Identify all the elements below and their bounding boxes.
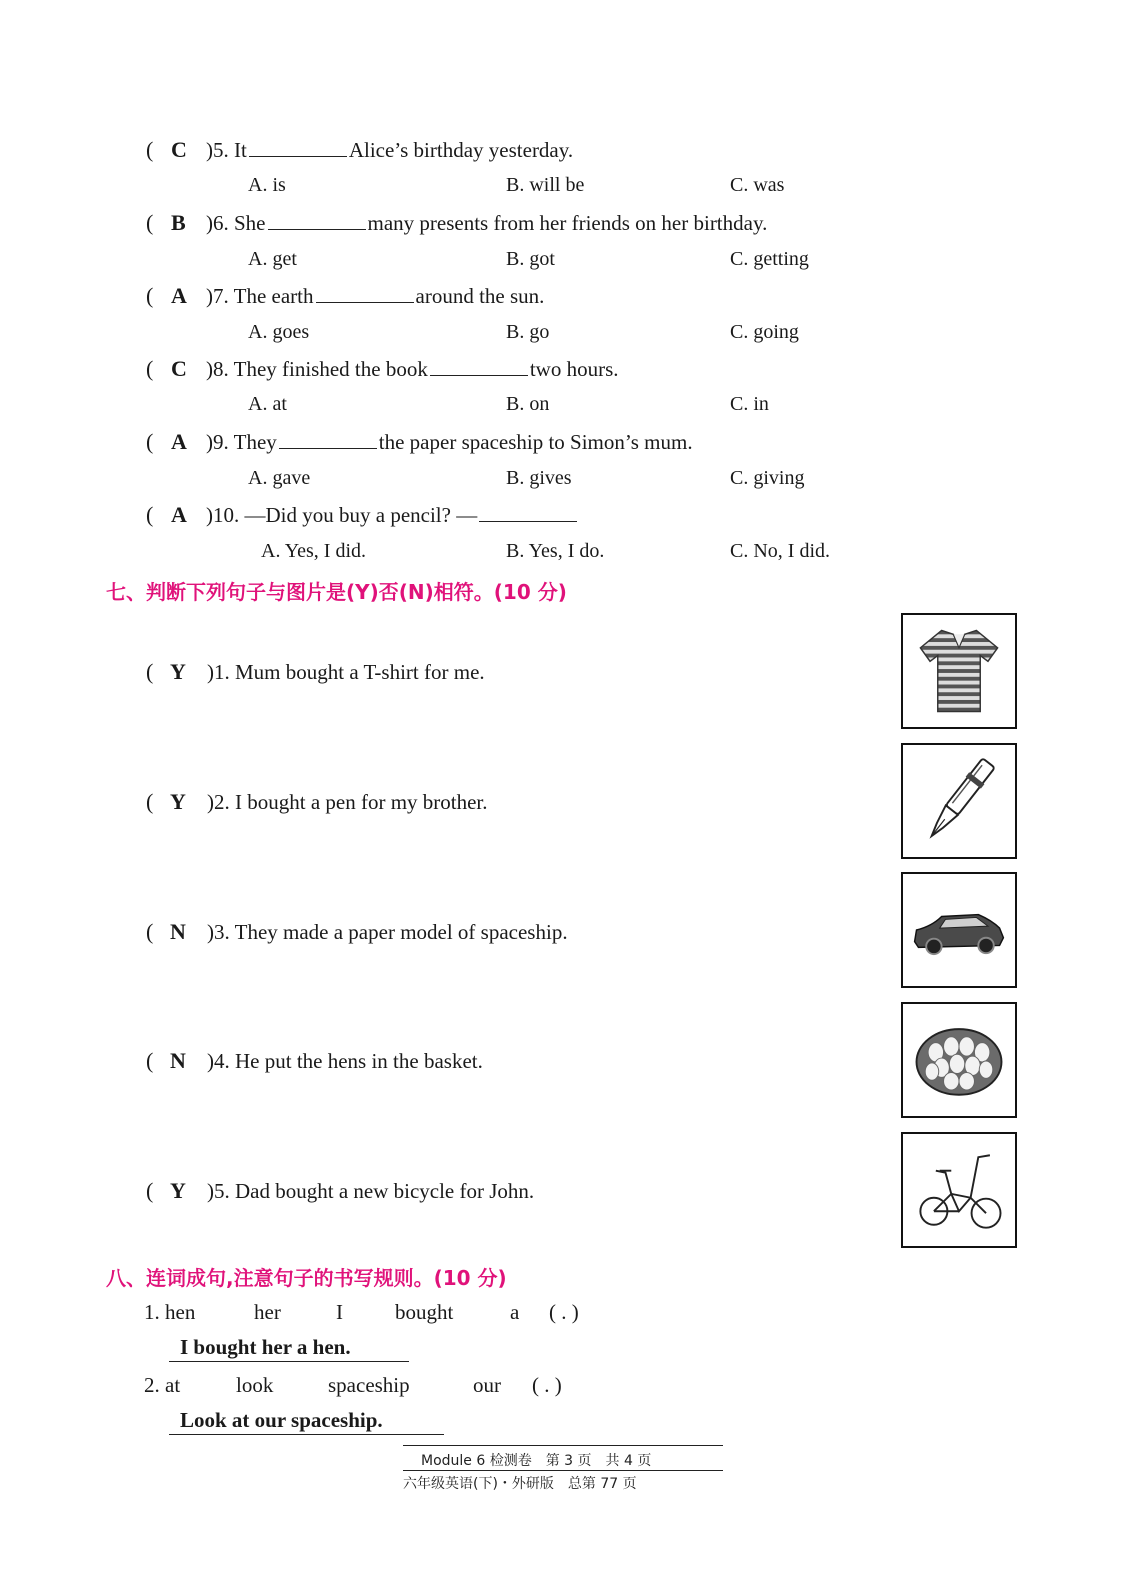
question-number: )5. bbox=[206, 138, 229, 162]
judgement-sentence: )5. Dad bought a new bicycle for John. bbox=[207, 1179, 535, 1203]
question-tail: Alice’s birthday yesterday. bbox=[348, 138, 574, 162]
section7-title: 七、判断下列句子与图片是(Y)否(N)相符。(10 分) bbox=[106, 580, 567, 604]
question-number: )10. bbox=[206, 503, 240, 527]
answer-blank bbox=[249, 155, 347, 157]
answer-paren-open: ( bbox=[146, 1048, 154, 1073]
answer-paren-open: ( bbox=[146, 659, 154, 684]
question-tail: two hours. bbox=[529, 357, 619, 381]
answer-paren-open: ( bbox=[146, 210, 154, 235]
answer-letter: C bbox=[171, 356, 187, 381]
answer-letter: B bbox=[171, 210, 186, 235]
answer-letter: A bbox=[171, 429, 187, 454]
answer-paren-open: ( bbox=[146, 283, 154, 308]
question-number: )6. bbox=[206, 211, 229, 235]
answer-paren-open: ( bbox=[146, 356, 154, 381]
judgement-sentence: )4. He put the hens in the basket. bbox=[207, 1049, 483, 1073]
answer-letter: Y bbox=[170, 789, 186, 814]
question-tail: many presents from her friends on her birthday. bbox=[367, 211, 768, 235]
option-c: C. was bbox=[730, 174, 785, 196]
option-a: A. goes bbox=[248, 321, 310, 343]
question-stem: They finished the book bbox=[233, 357, 428, 381]
scrambled-word: a bbox=[510, 1300, 520, 1324]
answer-blank bbox=[279, 447, 377, 449]
option-a: A. Yes, I did. bbox=[261, 540, 367, 562]
option-c: C. getting bbox=[730, 248, 809, 270]
answer-blank bbox=[268, 228, 366, 230]
scrambled-word: look bbox=[236, 1373, 274, 1397]
question-text bbox=[206, 138, 573, 163]
judgement-sentence: )3. They made a paper model of spaceship. bbox=[207, 920, 568, 944]
question-stem: It bbox=[234, 138, 247, 162]
question-stem: —Did you buy a pencil? — bbox=[244, 503, 478, 527]
question-text bbox=[206, 357, 619, 382]
section8-title: 八、连词成句,注意句子的书写规则。(10 分) bbox=[106, 1266, 507, 1290]
question-number: )8. bbox=[206, 357, 229, 381]
word-group-first: 1. hen bbox=[144, 1300, 196, 1324]
answer-sentence: Look at our spaceship. bbox=[180, 1408, 383, 1432]
answer-blank bbox=[430, 374, 528, 376]
option-c: C. giving bbox=[730, 467, 805, 489]
option-b: B. gives bbox=[506, 467, 572, 489]
option-c: C. No, I did. bbox=[730, 540, 830, 562]
answer-line bbox=[169, 1361, 409, 1362]
pen-icon bbox=[901, 743, 1017, 859]
answer-letter: N bbox=[170, 1048, 186, 1073]
word-group-first: 2. at bbox=[144, 1373, 181, 1397]
scrambled-word: her bbox=[254, 1300, 281, 1324]
question-text bbox=[206, 211, 767, 236]
footer-rule-top bbox=[403, 1445, 723, 1446]
judgement-sentence: )1. Mum bought a T-shirt for me. bbox=[207, 660, 485, 684]
question-number: )9. bbox=[206, 430, 229, 454]
scrambled-word: our bbox=[473, 1373, 501, 1397]
scrambled-word: ( . ) bbox=[532, 1373, 562, 1397]
question-tail: around the sun. bbox=[415, 284, 545, 308]
question-text bbox=[206, 503, 579, 528]
option-b: B. Yes, I do. bbox=[506, 540, 605, 562]
question-stem: They bbox=[233, 430, 277, 454]
scrambled-word: ( . ) bbox=[549, 1300, 579, 1324]
egg-basket-icon bbox=[901, 1002, 1017, 1118]
bicycle-icon bbox=[901, 1132, 1017, 1248]
scrambled-word: spaceship bbox=[328, 1373, 410, 1397]
answer-blank bbox=[316, 301, 414, 303]
car-icon bbox=[901, 872, 1017, 988]
question-text bbox=[206, 430, 693, 455]
answer-sentence: I bought her a hen. bbox=[180, 1335, 351, 1359]
question-text bbox=[206, 284, 544, 309]
option-a: A. is bbox=[248, 174, 286, 196]
option-b: B. on bbox=[506, 393, 550, 415]
question-number: )7. bbox=[206, 284, 229, 308]
answer-letter: A bbox=[171, 502, 187, 527]
judgement-sentence: )2. I bought a pen for my brother. bbox=[207, 790, 488, 814]
answer-paren-open: ( bbox=[146, 1178, 154, 1203]
footer-rule-middle bbox=[403, 1470, 723, 1471]
option-b: B. will be bbox=[506, 174, 585, 196]
option-a: A. get bbox=[248, 248, 297, 270]
answer-paren-open: ( bbox=[146, 789, 154, 814]
answer-paren-open: ( bbox=[146, 137, 154, 162]
answer-letter: Y bbox=[170, 659, 186, 684]
answer-letter: N bbox=[170, 919, 186, 944]
question-stem: She bbox=[234, 211, 266, 235]
option-b: B. got bbox=[506, 248, 555, 270]
footer-line-1: Module 6 检测卷 第 3 页 共 4 页 bbox=[421, 1453, 652, 1469]
option-c: C. in bbox=[730, 393, 769, 415]
scrambled-word: bought bbox=[395, 1300, 454, 1324]
footer-line-2: 六年级英语(下)・外研版 总第 77 页 bbox=[403, 1476, 637, 1492]
scrambled-word: I bbox=[336, 1300, 343, 1324]
question-stem: The earth bbox=[233, 284, 314, 308]
option-c: C. going bbox=[730, 321, 799, 343]
option-b: B. go bbox=[506, 321, 550, 343]
question-tail: the paper spaceship to Simon’s mum. bbox=[378, 430, 693, 454]
option-a: A. gave bbox=[248, 467, 311, 489]
answer-letter: A bbox=[171, 283, 187, 308]
answer-line bbox=[169, 1434, 444, 1435]
answer-paren-open: ( bbox=[146, 919, 154, 944]
answer-blank bbox=[479, 520, 577, 522]
option-a: A. at bbox=[248, 393, 287, 415]
answer-letter: Y bbox=[170, 1178, 186, 1203]
answer-paren-open: ( bbox=[146, 429, 154, 454]
answer-paren-open: ( bbox=[146, 502, 154, 527]
answer-letter: C bbox=[171, 137, 187, 162]
tshirt-icon bbox=[901, 613, 1017, 729]
